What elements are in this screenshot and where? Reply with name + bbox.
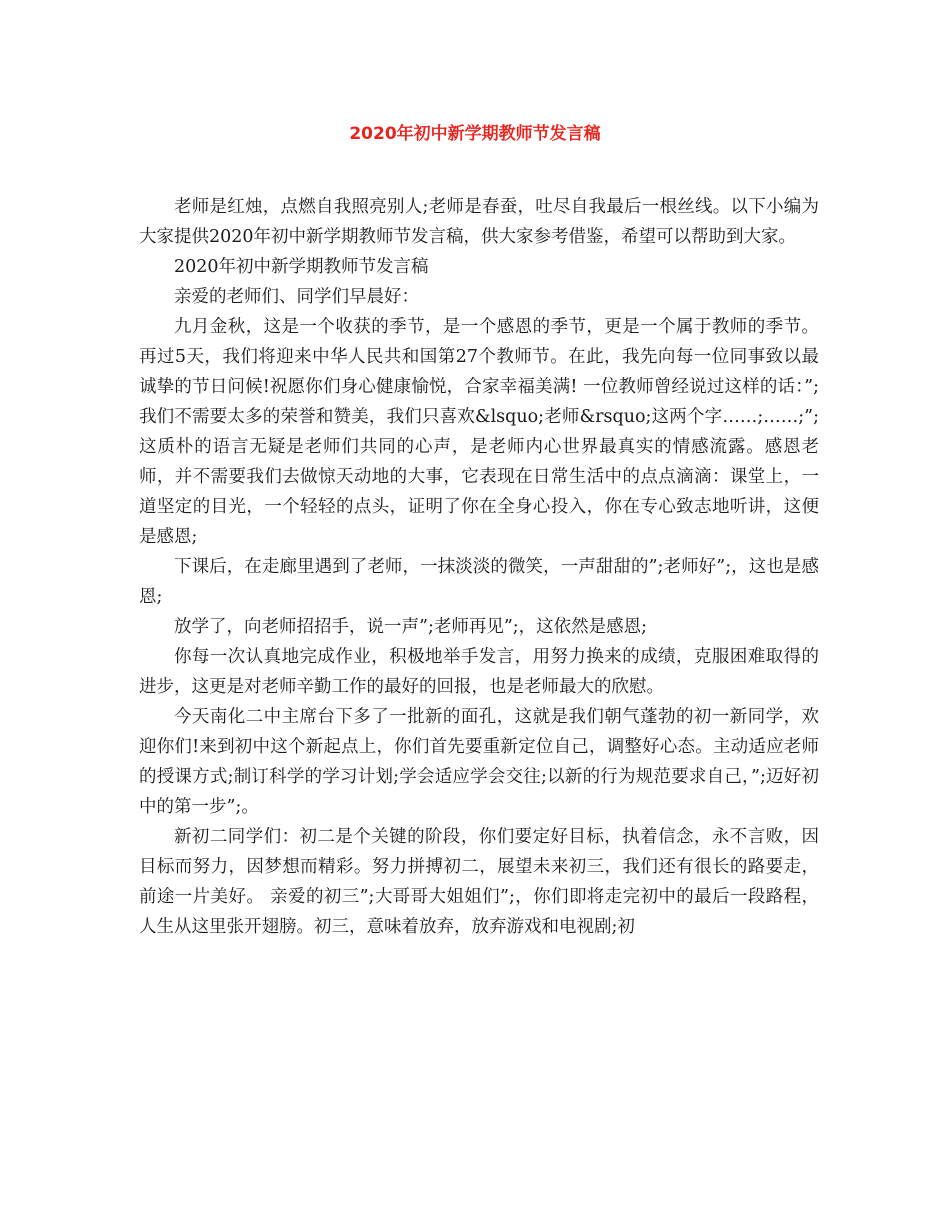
paragraph-intro: 老师是红烛，点燃自我照亮别人;老师是春蚕，吐尽自我最后一根丝线。以下小编为大家提供2020年初中新学期教师节发言稿，供大家参考借鉴，希望可以帮助到大家。 <box>139 197 819 247</box>
paragraph-greeting: 亲爱的老师们、同学们早晨好： <box>174 287 419 307</box>
document-title: 2020年初中新学期教师节发言稿 <box>349 124 601 144</box>
paragraph: 你每一次认真地完成作业，积极地举手发言，用努力换来的成绩，克服困难取得的进步，这更是对老师辛勤工作的最好的回报，也是老师最大的欣慰。 <box>139 647 819 697</box>
paragraph: 下课后，在走廊里遇到了老师，一抹淡淡的微笑，一声甜甜的”;老师好”;，这也是感恩; <box>139 557 819 607</box>
paragraph: 新初二同学们：初二是个关键的阶段，你们要定好目标，执着信念，永不言败，因目标而努力，因梦想而精彩。努力拼搏初二，展望未来初三，我们还有很长的路要走，前途一片美好。 亲爱的初三”;大哥哥大姐姐们”;，你们即将走完初中的最后一段路程，人生从这里张开翅膀。初三，意味着放弃，放弃游戏和电视剧;初 <box>139 827 819 937</box>
paragraph: 放学了，向老师招招手，说一声”;老师再见”;，这依然是感恩; <box>174 617 648 637</box>
document-body <box>139 192 819 942</box>
paragraph: 今天南化二中主席台下多了一批新的面孔，这就是我们朝气蓬勃的初一新同学，欢迎你们!来到初中这个新起点上，你们首先要重新定位自己，调整好心态。主动适应老师的授课方式;制订科学的学习计划;学会适应学会交往;以新的行为规范要求自己，”;迈好初中的第一步”;。 <box>139 707 819 817</box>
paragraph-subtitle: 2020年初中新学期教师节发言稿 <box>174 257 429 277</box>
paragraph: 九月金秋，这是一个收获的季节，是一个感恩的季节，更是一个属于教师的季节。再过5天，我们将迎来中华人民共和国第27个教师节。在此，我先向每一位同事致以最诚挚的节日问候!祝愿你们身心健康愉悦，合家幸福美满! 一位教师曾经说过这样的话：”;我们不需要太多的荣誉和赞美，我们只喜欢&lsquo;老师&rsquo;这两个字……;……;”;这质朴的语言无疑是老师们共同的心声，是老师内心世界最真实的情感流露。感恩老师，并不需要我们去做惊天动地的大事，它表现在日常生活中的点点滴滴：课堂上，一道坚定的目光，一个轻轻的点头，证明了你在全身心投入，你在专心致志地听讲，这便是感恩; <box>139 317 819 547</box>
